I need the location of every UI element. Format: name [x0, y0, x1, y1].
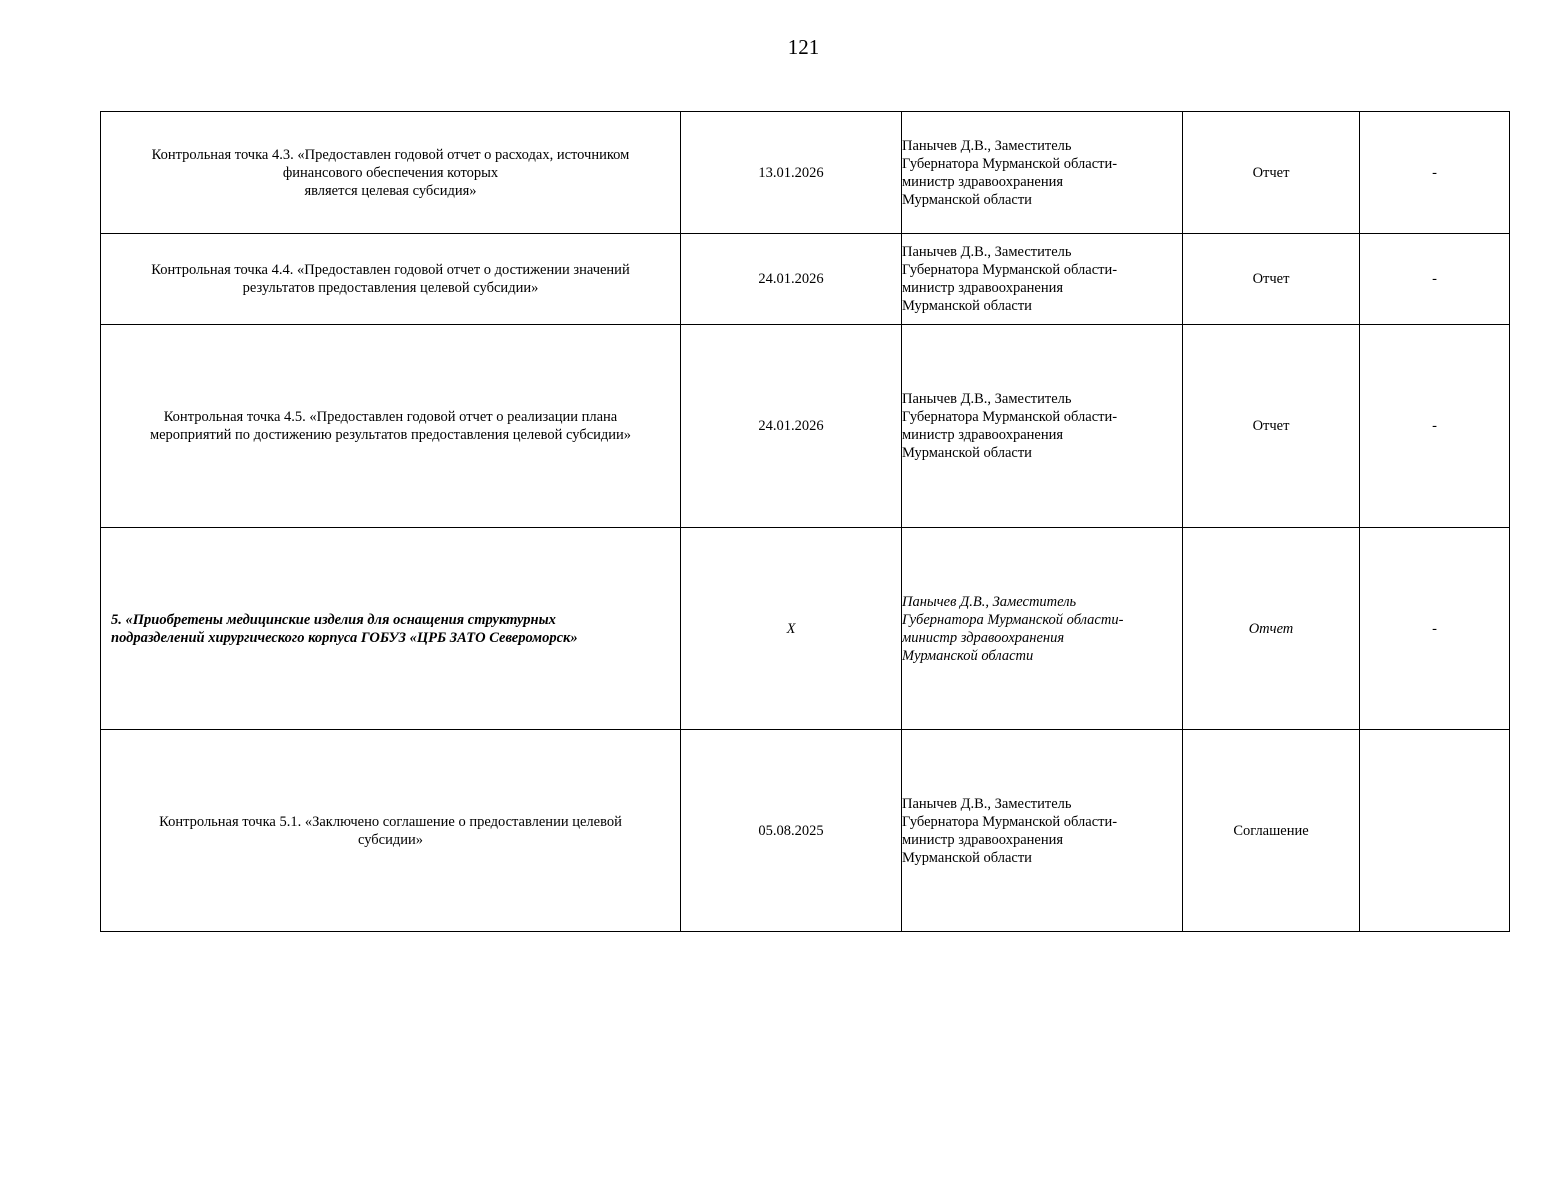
responsible-person-cell: Панычев Д.В., Заместитель Губернатора Мурманской области- министр здравоохранения Мурманской области	[902, 234, 1183, 325]
control-point-name-line: Контрольная точка 4.5. «Предоставлен годовой отчет о реализации плана	[163, 409, 618, 425]
table-row	[101, 528, 1510, 730]
note-cell: -	[1360, 112, 1510, 234]
page-number: 121	[787, 35, 820, 59]
document-type-cell: Соглашение	[1183, 730, 1360, 932]
deadline-date-cell: 13.01.2026	[681, 112, 902, 234]
document-type-cell: Отчет	[1183, 528, 1360, 730]
result-name-line: подразделений хирургического корпуса ГОБУЗ «ЦРБ ЗАТО Североморск»	[111, 629, 578, 646]
deadline-date-cell: 24.01.2026	[681, 234, 902, 325]
control-point-name-line: Контрольная точка 4.3. «Предоставлен годовой отчет о расходах, источником	[151, 146, 630, 163]
table-row	[101, 234, 1510, 325]
document-type-cell: Отчет	[1183, 112, 1360, 234]
control-point-name-cell	[101, 325, 681, 528]
note-cell	[1360, 730, 1510, 932]
deadline-date-cell: 24.01.2026	[681, 325, 902, 528]
deadline-date-cell: 05.08.2025	[681, 730, 902, 932]
document-type-cell: Отчет	[1183, 234, 1360, 325]
deadline-date-cell: X	[681, 528, 902, 730]
control-point-name-cell	[101, 234, 681, 325]
control-point-name-line: результатов предоставления целевой субсидии»	[242, 280, 539, 296]
table-row	[101, 112, 1510, 234]
control-point-name-line: является целевая субсидия»	[304, 182, 477, 199]
control-point-name-line: субсидии»	[357, 831, 424, 848]
control-points-table	[100, 111, 1510, 932]
responsible-person-cell: Панычев Д.В., Заместитель Губернатора Мурманской области- министр здравоохранения Мурманской области	[902, 730, 1183, 932]
control-point-name-cell	[101, 112, 681, 234]
table-row	[101, 325, 1510, 528]
responsible-person-cell: Панычев Д.В., Заместитель Губернатора Мурманской области- министр здравоохранения Мурманской области	[902, 325, 1183, 528]
result-name-cell	[101, 528, 681, 730]
note-cell: -	[1360, 234, 1510, 325]
responsible-person-cell: Панычев Д.В., Заместитель Губернатора Мурманской области- министр здравоохранения Мурманской области	[902, 528, 1183, 730]
document-type-cell: Отчет	[1183, 325, 1360, 528]
result-name-line: 5. «Приобретены медицинские изделия для оснащения структурных	[111, 611, 556, 628]
control-point-name-line: Контрольная точка 5.1. «Заключено соглашение о предоставлении целевой	[159, 813, 622, 830]
note-cell: -	[1360, 528, 1510, 730]
table-row	[101, 730, 1510, 932]
control-point-name-cell	[101, 730, 681, 932]
control-point-name-line: мероприятий по достижению результатов предоставления целевой субсидии»	[149, 427, 632, 443]
control-point-name-line: Контрольная точка 4.4. «Предоставлен годовой отчет о достижении значений	[151, 262, 630, 278]
control-point-name-line: финансового обеспечения которых	[282, 164, 499, 181]
responsible-person-cell: Панычев Д.В., Заместитель Губернатора Мурманской области- министр здравоохранения Мурманской области	[902, 112, 1183, 234]
note-cell: -	[1360, 325, 1510, 528]
